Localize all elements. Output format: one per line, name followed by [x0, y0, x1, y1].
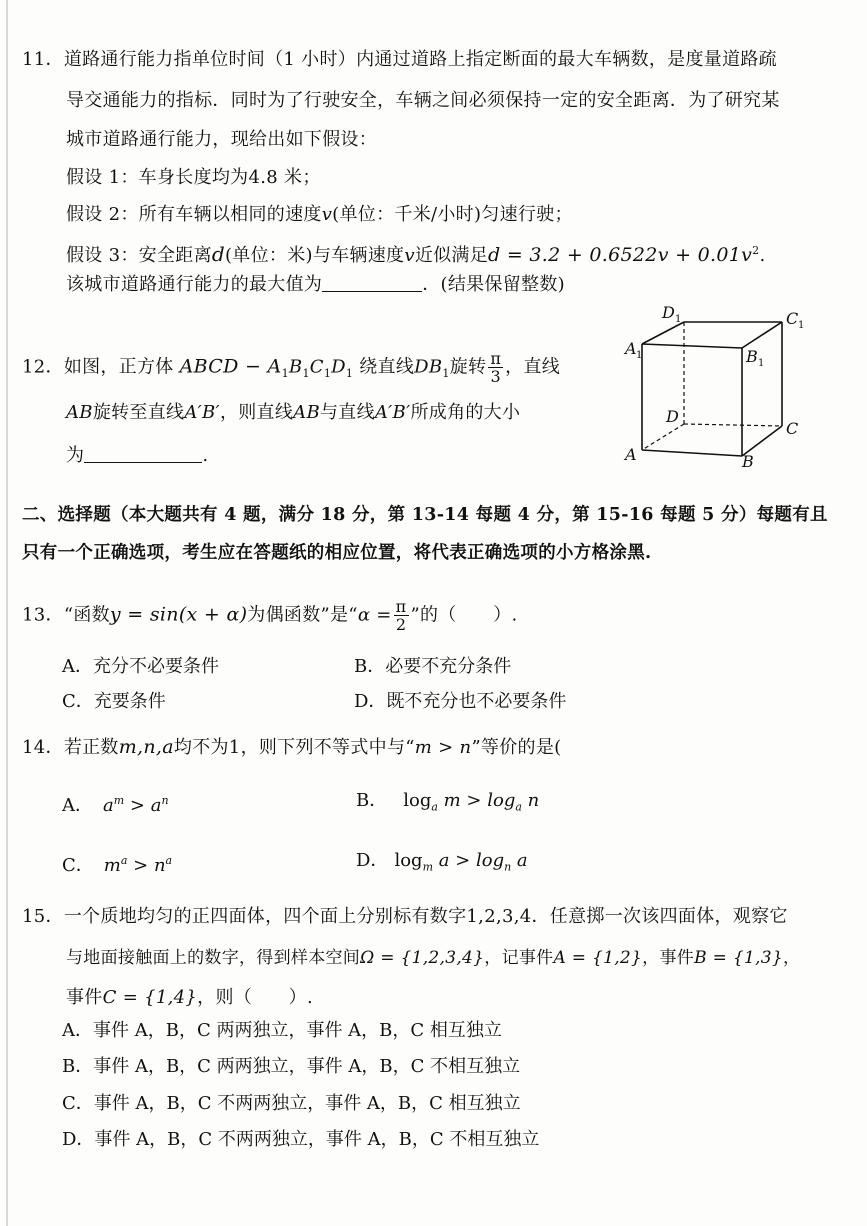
q13-option-c[interactable]: C．充要条件 [62, 691, 166, 712]
label-C1: C [786, 309, 799, 328]
q11-question: 该城市道路通行能力的最大值为 ．(结果保留整数) [66, 274, 565, 295]
label-D1: D [662, 303, 675, 322]
label-C1-sub: 1 [798, 320, 805, 331]
label-A: A [625, 445, 637, 464]
q11-line2: 导交通能力的指标．同时为了行驶安全，车辆之间必须保持一定的安全距离．为了研究某 [66, 90, 780, 111]
label-B: B [742, 452, 754, 470]
q15-line3: 事件C = {1,4}，则（ ）. [66, 987, 313, 1008]
q13-fraction: $\frac{\pi}{2}$ [395, 597, 407, 634]
section2-header-line2: 只有一个正确选项，考生应在答题纸的相应位置，将代表正确选项的小方格涂黑. [22, 543, 652, 563]
q12-number: 12． [22, 356, 64, 378]
q13-option-d[interactable]: D．既不充分也不必要条件 [354, 691, 567, 712]
label-B1-sub: 1 [758, 358, 765, 369]
q11-number: 11． [22, 49, 64, 70]
q13-number: 13． [22, 604, 64, 626]
q11-assumption-2: 假设 2：所有车辆以相同的速度v(单位：千米/小时)匀速行驶； [66, 204, 573, 225]
edge-C1-B1 [742, 322, 782, 348]
q15-number: 15． [22, 906, 64, 927]
q13-option-a[interactable]: A．充分不必要条件 [62, 656, 219, 677]
cube-figure [622, 300, 812, 470]
q14-stem: 14．若正数m,n,a均不为1，则下列不等式中与“m > n”等价的是( [22, 736, 562, 758]
edge-D-C [684, 424, 782, 426]
q15-line2: 与地面接触面上的数字，得到样本空间Ω = {1,2,3,4}，记事件A = {1,2}，事件B = {1,3}， [66, 948, 801, 968]
edge-A1-D1 [642, 322, 684, 344]
q14-number: 14． [22, 737, 64, 758]
edge-B1-A1 [642, 344, 742, 348]
q11-formula: d = 3.2 + 0.6522v + 0.01v [488, 244, 753, 266]
section2-header-line1: 二、选择题（本大题共有 4 题，满分 18 分，第 13-14 每题 4 分，第 15-16 每题 5 分）每题有且 [22, 505, 828, 525]
q15-line1: 15．一个质地均匀的正四面体，四个面上分别标有数字1,2,3,4．任意掷一次该四面体，观察它 [22, 906, 788, 927]
q12-answer-blank[interactable] [84, 444, 202, 463]
q11-assumption-3: 假设 3：安全距离d(单位：米)与车辆速度v近似满足$d = 3.2 + 0.6522v + 0.01v^2$. [66, 242, 766, 266]
q12-fraction: $\frac{\pi}{3}$ [490, 349, 502, 386]
q11-answer-blank[interactable] [322, 273, 422, 292]
q14-option-d[interactable]: D． $\log_m a > \log_n a$ [356, 850, 528, 874]
edge-D-A [642, 424, 684, 450]
q15-option-d[interactable]: D．事件 A，B，C 不两两独立，事件 A，B，C 不相互独立 [62, 1129, 540, 1150]
q13-stem: 13．“函数y = sin(x + α)为偶函数”是“α = $\frac{\pi}{2}$ ”的（ ）. [22, 597, 518, 634]
edge-A-B [642, 450, 742, 456]
label-A1: A [625, 339, 637, 358]
q14-option-c[interactable]: C． $m^a > n^a$ [62, 854, 173, 876]
q11-assumption-1: 假设 1：车身长度均为4.8 米； [66, 167, 321, 188]
label-C: C [786, 419, 799, 438]
label-A1-sub: 1 [636, 350, 643, 361]
q15-option-b[interactable]: B．事件 A，B，C 两两独立，事件 A，B，C 不相互独立 [62, 1056, 521, 1077]
q11-line1: 11．道路通行能力指单位时间（1 小时）内通过道路上指定断面的最大车辆数，是度量道路疏 [22, 49, 777, 70]
page-edge [6, 0, 8, 1226]
q14-option-a[interactable]: A． $a^m > a^n$ [62, 794, 169, 816]
q12-line2: AB旋转至直线A′B′，则直线AB与直线A′B′所成角的大小 [66, 402, 521, 423]
q11-line3: 城市道路通行能力，现给出如下假设： [66, 129, 378, 150]
q14-option-b[interactable]: B． $\log_a m > \log_a n$ [356, 790, 540, 814]
q15-option-a[interactable]: A．事件 A，B，C 两两独立，事件 A，B，C 相互独立 [62, 1020, 502, 1041]
label-D1-sub: 1 [675, 314, 682, 325]
q12-line3: 为 . [66, 445, 209, 466]
q12-line1: 12．如图，正方体 ABCD − $A_1B_1C_1D_1$ 绕直线$DB_1$旋转 $\frac{\pi}{3}$ ，直线 [22, 349, 561, 386]
q13-option-b[interactable]: B．必要不充分条件 [354, 656, 512, 677]
label-B1: B [746, 347, 758, 366]
q15-option-c[interactable]: C．事件 A，B，C 不两两独立，事件 A，B，C 相互独立 [62, 1093, 521, 1114]
label-D: D [666, 407, 679, 426]
